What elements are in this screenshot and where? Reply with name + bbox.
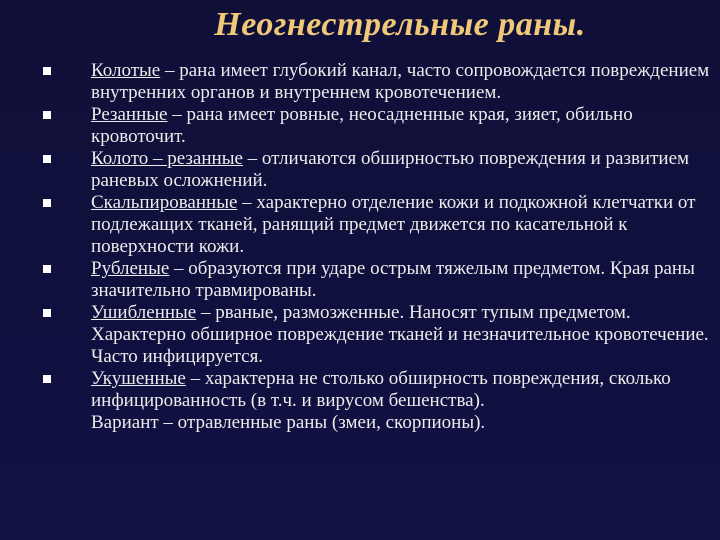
square-bullet-icon bbox=[43, 111, 51, 119]
wound-description: – образуются при ударе острым тяжелым предметом. Края раны значительно травмированы. bbox=[91, 258, 695, 301]
list-item bbox=[0, 148, 720, 192]
list-item bbox=[0, 104, 720, 148]
wound-term: Резанные bbox=[91, 104, 168, 125]
list-item bbox=[0, 302, 720, 368]
wound-term: Скальпированные bbox=[91, 192, 238, 213]
wound-term: Колото – резанные bbox=[91, 148, 243, 169]
square-bullet-icon bbox=[43, 155, 51, 163]
wound-description: – характерно отделение кожи и подкожной клетчатки от подлежащих тканей, ранящий предмет движется по касательной к поверхности кожи. bbox=[91, 192, 696, 257]
square-bullet-icon bbox=[43, 199, 51, 207]
square-bullet-icon bbox=[43, 309, 51, 317]
square-bullet-icon bbox=[43, 265, 51, 273]
list-item bbox=[0, 192, 720, 258]
wound-description: – рана имеет глубокий канал, часто сопровождается повреждением внутренних органов и внутреннем кровотечением. bbox=[91, 60, 710, 103]
wound-term: Рубленые bbox=[91, 258, 170, 279]
wound-description: – рана имеет ровные, неосадненные края, зияет, обильно кровоточит. bbox=[91, 104, 633, 147]
wound-description: – характерна не столько обширность повреждения, сколько инфицированность (в т.ч. и вирусом бешенства). bbox=[91, 368, 671, 411]
wound-types-list bbox=[0, 60, 720, 434]
slide-title: Неогнестрельные раны. bbox=[214, 6, 586, 43]
square-bullet-icon bbox=[43, 67, 51, 75]
square-bullet-icon bbox=[43, 375, 51, 383]
wound-term: Ушибленные bbox=[91, 302, 197, 323]
list-item bbox=[0, 368, 720, 412]
note-line: Вариант – отравленные раны (змеи, скорпионы). bbox=[91, 412, 486, 433]
wound-description: – рваные, размозженные. Наносят тупым предметом. Характерно обширное повреждение тканей и незначительное кровотечение. Часто инфицируется. bbox=[91, 302, 709, 367]
wound-term: Колотые bbox=[91, 60, 161, 81]
list-item bbox=[0, 258, 720, 302]
wound-term: Укушенные bbox=[91, 368, 186, 389]
list-item bbox=[0, 60, 720, 104]
wound-description: – отличаются обширностью повреждения и развитием раневых осложнений. bbox=[91, 148, 690, 191]
